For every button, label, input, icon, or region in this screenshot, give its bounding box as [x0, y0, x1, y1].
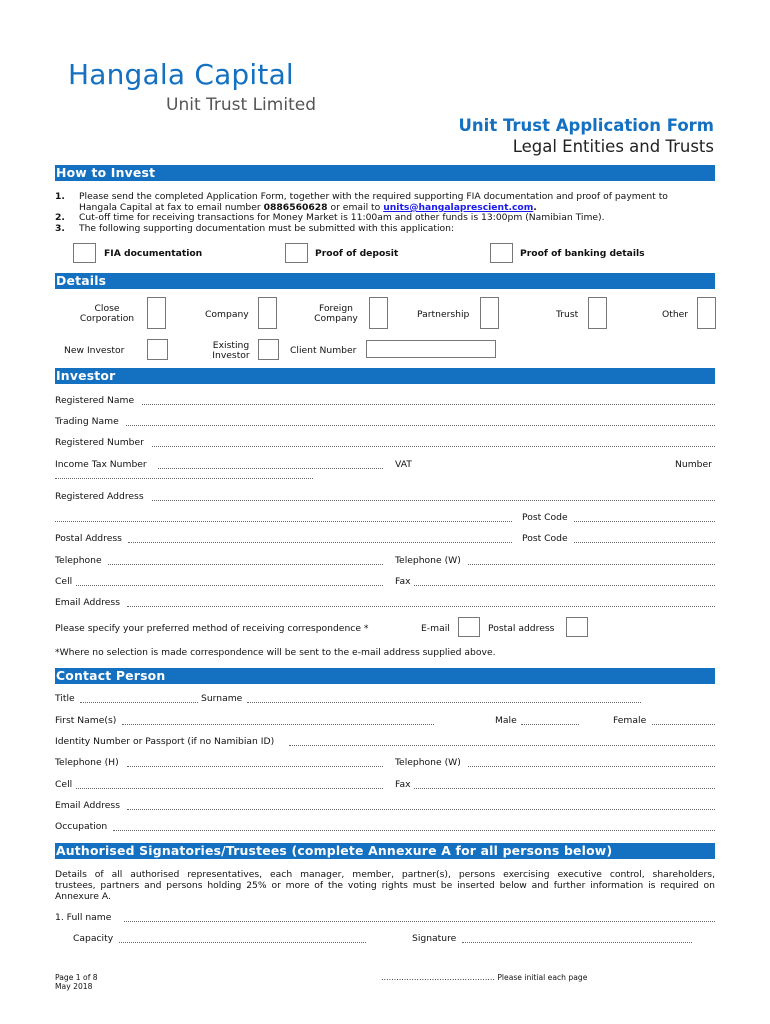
contact-telephone-w-field[interactable] [468, 766, 715, 767]
surname-label: Surname [201, 693, 243, 704]
proof-of-deposit-label: Proof of deposit [315, 248, 399, 259]
trading-name-label: Trading Name [55, 416, 119, 427]
female-field[interactable] [652, 724, 715, 725]
other-label: Other [662, 309, 689, 320]
capacity-field[interactable] [119, 942, 366, 943]
instruction-text: Cut-off time for receiving transactions for Money Market is 11:00am and other funds is 13:00pm (Namibian Time). [79, 212, 605, 223]
close-corporation-label: Close Corporation [79, 303, 135, 324]
registered-number-label: Registered Number [55, 437, 144, 448]
vat-number-label: Number [675, 459, 712, 470]
proof-of-banking-checkbox[interactable] [490, 243, 513, 263]
contact-cell-label: Cell [55, 779, 73, 790]
existing-investor-checkbox[interactable] [258, 339, 279, 360]
contact-fax-label: Fax [395, 779, 411, 790]
fax-number: 0886560628 [263, 202, 328, 213]
proof-of-deposit-checkbox[interactable] [285, 243, 308, 263]
form-title: Unit Trust Application Form [458, 116, 714, 135]
page-number: Page 1 of 8 [55, 973, 98, 982]
trust-checkbox[interactable] [588, 297, 607, 329]
new-investor-label: New Investor [64, 345, 125, 356]
id-number-field[interactable] [289, 745, 715, 746]
how-to-invest-header: How to Invest [55, 165, 715, 181]
trading-name-field[interactable] [126, 425, 715, 426]
contact-fax-field[interactable] [414, 788, 715, 789]
instruction-text: Please send the completed Application Form, together with the required supporting FIA documentation and proof of payment to [79, 191, 668, 202]
item-number: 2. [55, 212, 65, 223]
cell-label: Cell [55, 576, 73, 587]
full-name-label: 1. Full name [55, 912, 112, 923]
title-label: Title [55, 693, 75, 704]
form-subtitle: Legal Entities and Trusts [512, 137, 714, 156]
new-investor-checkbox[interactable] [147, 339, 168, 360]
signature-label: Signature [412, 933, 457, 944]
full-name-field[interactable] [124, 921, 715, 922]
fia-documentation-checkbox[interactable] [73, 243, 96, 263]
male-label: Male [495, 715, 517, 726]
contact-email-field[interactable] [127, 809, 715, 810]
female-label: Female [613, 715, 647, 726]
contact-telephone-h-field[interactable] [127, 766, 383, 767]
company-label: Company [205, 309, 249, 320]
fax-field[interactable] [414, 585, 715, 586]
partnership-checkbox[interactable] [480, 297, 499, 329]
email-option-checkbox[interactable] [458, 617, 480, 637]
investor-header: Investor [55, 368, 715, 384]
contact-telephone-h-label: Telephone (H) [55, 757, 119, 768]
preferred-method-label: Please specify your preferred method of receiving correspondence * [55, 623, 369, 634]
income-tax-field[interactable] [158, 468, 383, 469]
vat-label: VAT [395, 459, 412, 470]
instruction-text-cont: Hangala Capital at fax to email number 0886560628 or email to units@hangalaprescient.com. [79, 202, 537, 213]
postal-option-label: Postal address [488, 623, 555, 634]
close-corporation-checkbox[interactable] [147, 297, 166, 329]
contact-cell-field[interactable] [76, 788, 383, 789]
postal-address-label: Postal Address [55, 533, 122, 544]
initial-text: Please initial each page [497, 973, 588, 982]
client-number-label: Client Number [290, 345, 357, 356]
telephone-w-field[interactable] [468, 564, 715, 565]
title-field[interactable] [80, 702, 198, 703]
first-names-field[interactable] [122, 724, 434, 725]
item-number: 3. [55, 223, 65, 234]
postal-address-field[interactable] [128, 542, 512, 543]
registered-address-field[interactable] [152, 500, 715, 501]
cell-field[interactable] [76, 585, 383, 586]
email-address-field[interactable] [127, 606, 715, 607]
instruction-text: The following supporting documentation must be submitted with this application: [79, 223, 455, 234]
email-address-label: Email Address [55, 597, 120, 608]
details-header: Details [55, 273, 715, 289]
contact-email-label: Email Address [55, 800, 120, 811]
contact-person-header: Contact Person [55, 668, 715, 684]
fia-documentation-label: FIA documentation [104, 248, 203, 259]
correspondence-note: *Where no selection is made correspondence will be sent to the e-mail address supplied above. [55, 647, 496, 658]
registered-address-field-2[interactable] [55, 521, 512, 522]
initial-line: ……………………………………… Please initial each page [381, 973, 588, 982]
surname-field[interactable] [247, 702, 641, 703]
logo-title: Hangala Capital [68, 58, 294, 91]
occupation-field[interactable] [113, 830, 715, 831]
registered-name-field[interactable] [142, 404, 715, 405]
post-code-label: Post Code [522, 512, 568, 523]
other-checkbox[interactable] [697, 297, 716, 329]
id-number-label: Identity Number or Passport (if no Namibian ID) [55, 736, 275, 747]
signatories-instructions: Details of all authorised representatives, each manager, member, partner(s), persons exercising executive control, shareholders, trustees, partners and persons holding 25% or more of the voting rights must be inserted below and further information is required on Annexure A. [55, 869, 715, 902]
postal-post-code-field[interactable] [574, 542, 715, 543]
postal-post-code-label: Post Code [522, 533, 568, 544]
trust-label: Trust [556, 309, 579, 320]
company-checkbox[interactable] [258, 297, 277, 329]
income-tax-label: Income Tax Number [55, 459, 147, 470]
document-date: May 2018 [55, 982, 93, 991]
foreign-company-label: Foreign Company [314, 303, 358, 324]
client-number-input[interactable] [366, 340, 496, 358]
foreign-company-checkbox[interactable] [369, 297, 388, 329]
male-field[interactable] [521, 724, 579, 725]
proof-of-banking-label: Proof of banking details [520, 248, 645, 259]
telephone-field[interactable] [108, 564, 383, 565]
existing-investor-label: Existing Investor [212, 341, 250, 358]
partnership-label: Partnership [417, 309, 470, 320]
telephone-label: Telephone [55, 555, 102, 566]
occupation-label: Occupation [55, 821, 108, 832]
email-link[interactable]: units@hangalaprescient.com [383, 202, 534, 213]
postal-option-checkbox[interactable] [566, 617, 588, 637]
fax-label: Fax [395, 576, 411, 587]
telephone-w-label: Telephone (W) [395, 555, 461, 566]
registered-name-label: Registered Name [55, 395, 135, 406]
registered-address-label: Registered Address [55, 491, 144, 502]
first-names-label: First Name(s) [55, 715, 117, 726]
post-code-field[interactable] [574, 521, 715, 522]
contact-telephone-w-label: Telephone (W) [395, 757, 461, 768]
signatories-header: Authorised Signatories/Trustees (complete Annexure A for all persons below) [55, 843, 715, 859]
registered-number-field[interactable] [152, 446, 715, 447]
vat-number-field[interactable] [55, 478, 313, 479]
logo-subtitle: Unit Trust Limited [166, 95, 316, 115]
email-option-label: E-mail [421, 623, 450, 634]
signature-field[interactable] [462, 942, 692, 943]
item-number: 1. [55, 191, 65, 202]
capacity-label: Capacity [73, 933, 114, 944]
